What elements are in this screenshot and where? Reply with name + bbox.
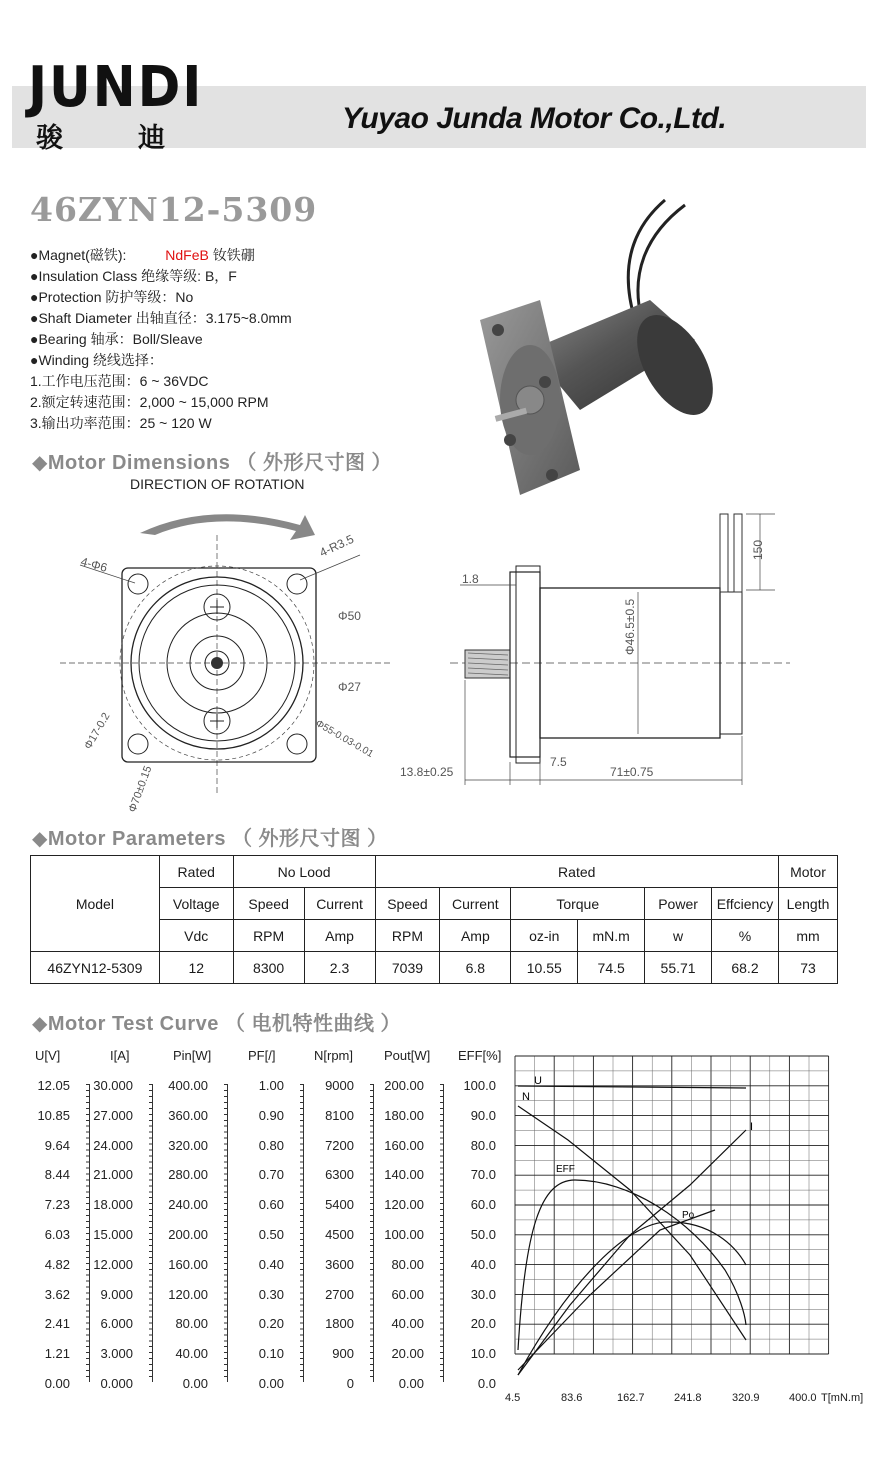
x-tick: 400.0: [789, 1392, 817, 1404]
scale-tick: 20.00: [391, 1346, 424, 1362]
scale-head-2: Pin[W]: [173, 1048, 212, 1063]
scale-tick: 4.82: [44, 1256, 70, 1272]
th-motor: Motor: [778, 856, 837, 888]
scale-tick: 12.000: [93, 1256, 133, 1272]
dim-body-diameter: Φ46.5±0.5: [623, 598, 637, 655]
parameters-table: [30, 855, 838, 984]
spec-magnet: ●Magnet(磁铁): NdFeB 钕铁硼: [30, 247, 255, 263]
scale-tick: 9.64: [44, 1137, 70, 1153]
scale-tick: 3.000: [100, 1346, 133, 1362]
dim-d50: Φ50: [338, 609, 361, 623]
scale-head-1: I[A]: [110, 1048, 130, 1063]
model-title: 46ZYN12-5309: [30, 190, 318, 229]
scale-tick: 140.00: [384, 1167, 424, 1183]
scale-tick: 15.000: [93, 1227, 133, 1242]
scale-tick: 100.00: [384, 1227, 424, 1242]
scale-tick: 0.10: [258, 1346, 284, 1362]
scale-tick: 5400: [325, 1197, 354, 1213]
dim-flange: 1.8: [462, 572, 479, 586]
spec-voltage-range: 1.工作电压范围：6 ~ 36VDC: [30, 373, 209, 389]
scale-tick: 4500: [325, 1227, 354, 1242]
section-curve: ◆Motor Test Curve （ 电机特性曲线 ）: [32, 1013, 402, 1035]
cell-power: 55.71: [645, 952, 712, 984]
x-axis-label: T[mN.m]: [821, 1392, 864, 1404]
scale-tick: 60.0: [470, 1197, 496, 1213]
spec-winding: ●Winding 绕线选择：: [30, 352, 163, 368]
scale-tick: 1800: [325, 1316, 354, 1332]
curve-pin: [518, 1210, 715, 1370]
scale-tick: 20.0: [470, 1316, 496, 1332]
scale-head-5: Pout[W]: [384, 1048, 431, 1063]
scale-tick: 0.00: [182, 1376, 208, 1391]
scale-tick: 200.00: [168, 1227, 208, 1242]
scale-tick: 0.20: [258, 1316, 284, 1332]
dim-d70: Φ70±0.15: [126, 764, 155, 815]
unit-amp-2: Amp: [440, 920, 511, 952]
scale-tick: 0.30: [258, 1286, 284, 1302]
spec-bearing: ●Bearing 轴承：Boll/Sleave: [30, 331, 203, 347]
scale-head-6: EFF[%]: [458, 1048, 502, 1063]
spec-shaft: ●Shaft Diameter 出轴直径：3.175~8.0mm: [30, 310, 292, 326]
scale-tick: 70.0: [470, 1167, 496, 1183]
scale-tick: 240.00: [168, 1197, 208, 1213]
x-tick: 4.5: [505, 1392, 521, 1404]
cell-r-current: 6.8: [440, 952, 511, 984]
scale-tick: 0.00: [44, 1376, 70, 1391]
scale-head-4: N[rpm]: [314, 1048, 353, 1063]
dim-boss: 7.5: [550, 755, 567, 769]
scale-tick: 7.23: [44, 1197, 70, 1213]
unit-w: w: [645, 920, 712, 952]
x-tick: 83.6: [561, 1392, 583, 1404]
unit-pct: %: [712, 920, 779, 952]
label-u: U: [534, 1075, 542, 1087]
logo-cn-char-2: 迪: [138, 123, 165, 153]
th-rated: Rated: [159, 856, 233, 888]
cell-length: 73: [778, 952, 837, 984]
scale-tick: 1.00: [258, 1078, 284, 1093]
scale-tick: 9000: [325, 1078, 354, 1093]
scale-tick: 30.0: [470, 1286, 496, 1302]
scale-tick: 6.03: [44, 1227, 70, 1242]
scale-tick: 160.00: [384, 1137, 424, 1153]
cell-model: 46ZYN12-5309: [31, 952, 160, 984]
scale-tick: 0.000: [100, 1376, 133, 1391]
dim-body-length: 71±0.75: [610, 765, 654, 779]
unit-mm: mm: [778, 920, 837, 952]
company-name: Yuyao Junda Motor Co.,Ltd.: [342, 102, 727, 135]
unit-mnm: mN.m: [578, 920, 645, 952]
dim-d27: Φ27: [338, 680, 361, 694]
th-model: Model: [31, 856, 160, 952]
scale-tick: 0.90: [258, 1107, 284, 1123]
scale-tick: 2700: [325, 1286, 354, 1302]
scale-tick: 60.00: [391, 1286, 424, 1302]
scale-tick: 18.000: [93, 1197, 133, 1213]
scale-tick: 6300: [325, 1167, 354, 1183]
scale-tick: 90.0: [470, 1107, 496, 1123]
dim-lead-length: 150: [751, 539, 765, 560]
scale-tick: 9.000: [100, 1286, 133, 1302]
scale-tick: 3.62: [44, 1286, 70, 1302]
scale-tick: 0.40: [258, 1256, 284, 1272]
scale-tick: 21.000: [93, 1167, 133, 1183]
cell-nl-current: 2.3: [304, 952, 375, 984]
scale-tick: 0.00: [258, 1376, 284, 1391]
th-rated-group: Rated: [375, 856, 778, 888]
unit-rpm-1: RPM: [233, 920, 304, 952]
scale-tick: 10.0: [470, 1346, 496, 1362]
curve-po: [518, 1222, 746, 1375]
curve-n: [518, 1106, 746, 1340]
scale-tick: 0.70: [258, 1167, 284, 1183]
scale-tick: 320.00: [168, 1137, 208, 1153]
scale-tick: 12.05: [37, 1078, 70, 1093]
spec-speed-range: 2.额定转速范围：2,000 ~ 15,000 RPM: [30, 394, 269, 410]
scale-tick: 180.00: [384, 1107, 424, 1123]
spec-insulation: ●Insulation Class 绝缘等级: B，F: [30, 268, 237, 284]
x-tick: 162.7: [617, 1392, 645, 1404]
scale-tick: 400.00: [168, 1078, 208, 1093]
unit-rpm-2: RPM: [375, 920, 440, 952]
dim-holes: 4-Φ6: [79, 554, 109, 575]
cell-nl-speed: 8300: [233, 952, 304, 984]
cell-torque-mnm: 74.5: [578, 952, 645, 984]
th-r-speed: Speed: [375, 888, 440, 920]
scale-tick: 3600: [325, 1256, 354, 1272]
label-i: I: [750, 1121, 754, 1133]
th-length: Length: [778, 888, 837, 920]
dim-shaft-length: 13.8±0.25: [400, 765, 454, 779]
spec-magnet-value: NdFeB: [165, 247, 209, 263]
scale-tick: 80.00: [391, 1256, 424, 1272]
spec-protection: ●Protection 防护等级：No: [30, 289, 194, 305]
scale-tick: 0.60: [258, 1197, 284, 1213]
dim-d17: Φ17-0.2: [82, 710, 113, 752]
scale-tick: 6.000: [100, 1316, 133, 1332]
scale-head-0: U[V]: [35, 1048, 61, 1063]
scale-tick: 27.000: [93, 1107, 133, 1123]
scale-tick: 40.00: [391, 1316, 424, 1332]
scale-tick: 0.0: [477, 1376, 496, 1391]
test-curve-chart: [510, 1050, 870, 1410]
cell-r-speed: 7039: [375, 952, 440, 984]
label-po: Po: [682, 1210, 695, 1221]
scale-tick: 280.00: [168, 1167, 208, 1183]
scale-tick: 80.00: [175, 1316, 208, 1332]
dim-corner-radius: 4-R3.5: [317, 531, 356, 560]
scale-tick: 120.00: [168, 1286, 208, 1302]
scale-tick: 2.41: [44, 1316, 70, 1332]
th-power: Power: [645, 888, 712, 920]
scale-tick: 10.85: [37, 1107, 70, 1123]
scale-tick: 100.0: [463, 1078, 496, 1093]
logo-cn-char-1: 骏: [36, 123, 63, 153]
unit-ozin: oz-in: [511, 920, 578, 952]
label-n: N: [522, 1091, 530, 1103]
side-view-drawing: [390, 500, 810, 790]
dim-d55: Φ55-0.03-0.01: [313, 718, 376, 760]
scale-tick: 8.44: [44, 1167, 70, 1183]
scale-tick: 0.80: [258, 1137, 284, 1153]
scale-tick: 120.00: [384, 1197, 424, 1213]
scale-tick: 50.0: [470, 1227, 496, 1242]
scale-tick: 40.00: [175, 1346, 208, 1362]
section-parameters: ◆Motor Parameters （ 外形尺寸图 ）: [32, 828, 388, 850]
scale-tick: 7200: [325, 1137, 354, 1153]
scale-tick: 0.50: [258, 1227, 284, 1242]
motor-photo: [470, 190, 730, 500]
logo-wordmark: JUNDI: [28, 55, 204, 120]
scale-tick: 200.00: [384, 1078, 424, 1093]
section-dimensions: ◆Motor Dimensions （ 外形尺寸图 ）: [32, 452, 393, 474]
scale-tick: 160.00: [168, 1256, 208, 1272]
scale-tick: 30.000: [93, 1078, 133, 1093]
x-tick: 320.9: [732, 1392, 760, 1404]
th-nl-speed: Speed: [233, 888, 304, 920]
scale-tick: 0: [346, 1376, 354, 1391]
rotation-label: DIRECTION OF ROTATION: [130, 476, 305, 492]
th-torque: Torque: [511, 888, 645, 920]
cell-voltage: 12: [159, 952, 233, 984]
scale-tick: 0.00: [398, 1376, 424, 1391]
scale-tick: 8100: [325, 1107, 354, 1123]
unit-amp-1: Amp: [304, 920, 375, 952]
spec-power-range: 3.输出功率范围：25 ~ 120 W: [30, 415, 212, 431]
scale-head-3: PF[/]: [248, 1048, 276, 1063]
cell-efficiency: 68.2: [712, 952, 779, 984]
curve-u: [518, 1086, 746, 1088]
scale-tick: 40.0: [470, 1256, 496, 1272]
th-efficiency: Effciency: [712, 888, 779, 920]
th-no-load: No Lood: [233, 856, 375, 888]
scale-tick: 80.0: [470, 1137, 496, 1153]
th-nl-current: Current: [304, 888, 375, 920]
th-voltage: Voltage: [159, 888, 233, 920]
scale-tick: 1.21: [44, 1346, 70, 1362]
scale-tick: 360.00: [168, 1107, 208, 1123]
scale-tick: 900: [332, 1346, 354, 1362]
th-r-current: Current: [440, 888, 511, 920]
unit-vdc: Vdc: [159, 920, 233, 952]
label-eff: EFF: [556, 1164, 575, 1175]
x-tick: 241.8: [674, 1392, 702, 1404]
cell-torque-ozin: 10.55: [511, 952, 578, 984]
scale-tick: 24.000: [93, 1137, 133, 1153]
front-view-drawing: [60, 495, 390, 825]
